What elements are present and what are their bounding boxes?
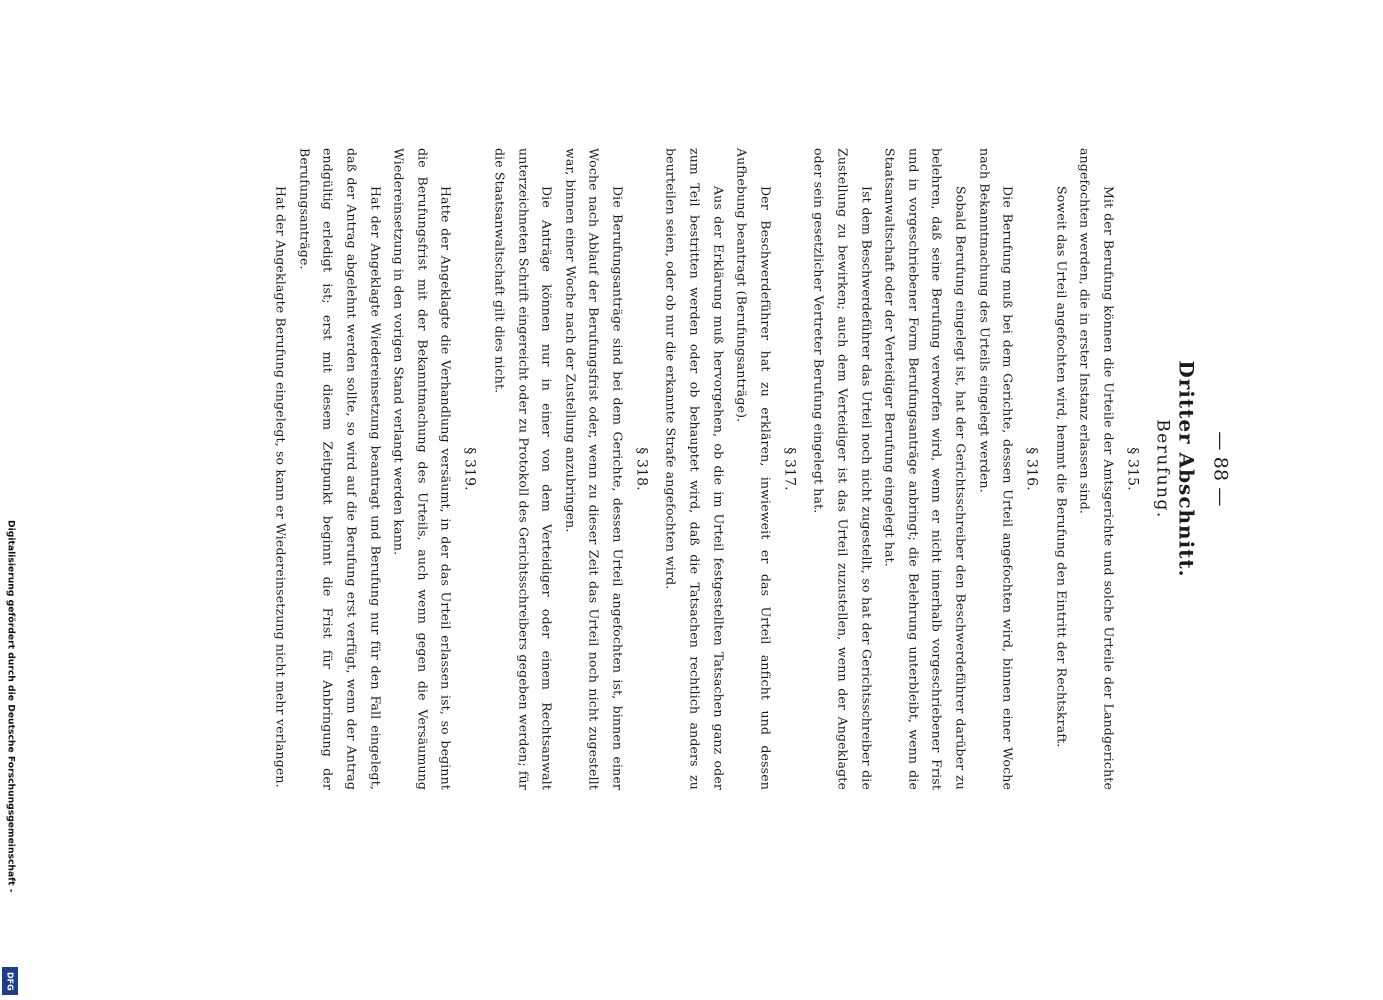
- paragraph-text: Hat der Angeklagte Wiedereinsetzung beantragt und Berufung nur für den Fall eingelegt, daß der Antrag abgelehnt werden sollte, so wird auf die Berufung erst verfügt, wenn der Antrag endgültig erledigt ist; erst mit diesem Zeitpunkt beginnt die Frist für Anbringung der Berufungsanträge.: [297, 148, 384, 790]
- paragraph-text: Der Beschwerdeführer hat zu erklären, inwieweit er das Urteil anficht und dessen Aufhebung beantragt (Berufungsanträge).: [734, 148, 774, 790]
- paragraph-text: Sobald Berufung eingelegt ist, hat der Gerichtsschreiber den Beschwerdeführer darüber zu belehren, daß seine Berufung verworfen wird, wenn er nicht innerhalb vorgeschriebener Frist und in vorgeschriebener Form Berufungsanträge anbringt; die Belehrung unterbleibt, wenn die Staatsanwaltschaft oder der Verteidiger Berufung eingelegt hat.: [882, 148, 969, 790]
- paragraph-text: Soweit das Urteil angefochten wird, hemmt die Berufung den Eintritt der Rechtskraft.: [1054, 186, 1070, 748]
- section-subtitle: Berufung.: [1152, 419, 1173, 519]
- paragraph-number-317: § 317.: [781, 447, 798, 491]
- paragraph-number-319: § 319.: [461, 447, 478, 491]
- paragraph-number-316: § 316.: [1023, 447, 1040, 491]
- paragraph-text: Ist dem Beschwerdeführer das Urteil noch nicht zugestellt, so hat der Gerichtsschreiber die Zustellung zu bewirken; auch dem Verteidiger ist das Urteil zuzustellen, wenn der Angeklagte oder sein gesetzlicher Vertreter Berufung eingelegt hat.: [811, 148, 875, 790]
- paragraph-text: Die Berufung muß bei dem Gerichte, dessen Urteil angefochten wird, binnen einer Woche nach Bekanntmachung des Urteils eingelegt werden.: [977, 148, 1016, 790]
- paragraph-number-318: § 318.: [633, 447, 650, 491]
- dfg-credit-text: Digitalisierung gefördert durch die Deutsche Forschungsgemeinschaft -: [5, 520, 17, 893]
- paragraph-text: Die Berufungsanträge sind bei dem Gerichte, dessen Urteil angefochten ist, binnen einer Woche nach Ablauf der Berufungsfrist oder, wenn zu dieser Zeit das Urteil noch nicht zugestellt war, binnen einer Woche nach der Zustellung anzubringen.: [563, 148, 626, 790]
- paragraph-number-315: § 315.: [1124, 447, 1141, 491]
- paragraph-text: Mit der Berufung können die Urteile der Amtsgerichte und solche Urteile der Landgerichte angefochten werden, die in erster Instanz erlassen sind.: [1077, 148, 1117, 790]
- dfg-logo: DFG: [2, 967, 18, 995]
- section-title: Dritter Abschnitt.: [1174, 360, 1199, 578]
- paragraph-text: Die Anträge können nur in einer von dem Verteidiger oder einem Rechtsanwalt unterzeichneten Schrift eingereicht oder zu Protokoll des Gerichtsschreibers gegeben werden; für die Staatsanwaltschaft gilt dies nicht.: [492, 148, 555, 790]
- page-number: — 88 —: [1209, 431, 1232, 507]
- paragraph-text: Hat der Angeklagte Berufung eingelegt, so kann er Wiedereinsetzung nicht mehr verlangen.: [273, 186, 289, 788]
- paragraph-text: Aus der Erklärung muß hervorgehen, ob die im Urteil festgestellten Tatsachen ganz oder zum Teil bestritten werden oder ob behauptet wird, daß die Tatsachen rechtlich anders zu beurteilen seien, oder ob nur die erkannte Strafe angefochten wird.: [664, 148, 727, 790]
- digitization-footer: [1, 520, 21, 998]
- paragraph-text: Hatte der Angeklagte die Verhandlung versäumt, in der das Urteil erlassen ist, so beginnt die Berufungsfrist mit der Bekanntmachung des Urteils, auch wenn gegen die Versäumung Wiedereinsetzung in den vorigen Stand verlangt werden kann.: [391, 148, 454, 790]
